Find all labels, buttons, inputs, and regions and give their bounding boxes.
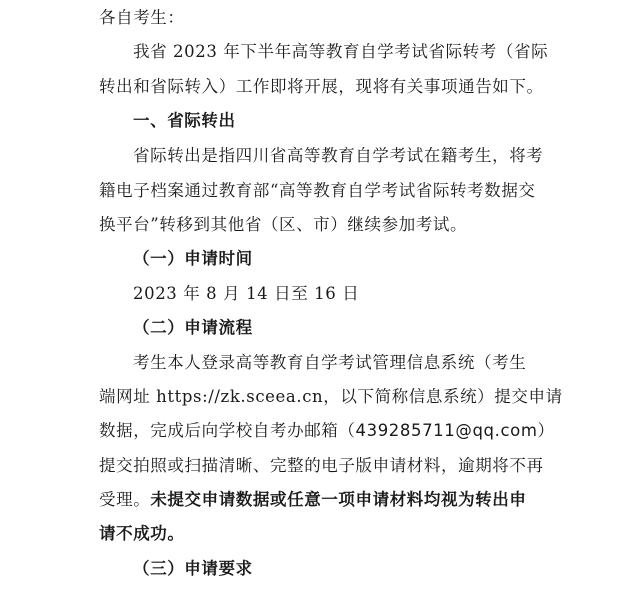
process-line-4: 提交拍照或扫描清晰、完整的电子版申请材料，逾期将不再 — [99, 456, 544, 475]
subheading-application-requirements: （三）申请要求 — [133, 559, 253, 578]
intro-line-2: 转出和省际转入）工作即将开展，现将有关事项通告如下。 — [99, 77, 544, 96]
subheading-application-process: （二）申请流程 — [133, 318, 253, 337]
process-line-3-prefix: 数据，完成后向学校自考办邮箱（ — [99, 421, 356, 440]
process-line-3 — [99, 420, 555, 442]
process-line-5 — [99, 489, 527, 511]
application-time-value: 2023 年 8 月 14 日至 16 日 — [133, 284, 360, 303]
process-line-5-normal: 受理。 — [99, 490, 151, 509]
process-line-2: 端网址 https://zk.sceea.cn，以下简称信息系统）提交申请 — [99, 387, 563, 406]
process-line-3-suffix: ） — [537, 421, 555, 440]
process-warning-part-2: 请不成功。 — [99, 524, 185, 543]
section1-body-line-3: 换平台”转移到其他省（区、市）继续参加考试。 — [99, 215, 468, 234]
email-address: 439285711@qq.com — [355, 421, 538, 440]
intro-line-1: 我省 2023 年下半年高等教育自学考试省际转考（省际 — [133, 42, 549, 61]
section-heading-outbound-transfer: 一、省际转出 — [133, 111, 236, 130]
section1-body-line-1: 省际转出是指四川省高等教育自学考试在籍考生，将考 — [133, 146, 544, 165]
salutation: 各自考生： — [99, 8, 185, 27]
process-line-1: 考生本人登录高等教育自学考试管理信息系统（考生 — [133, 353, 527, 372]
process-warning-part-1: 未提交申请数据或任意一项申请材料均视为转出申 — [150, 490, 527, 509]
subheading-application-time: （一）申请时间 — [133, 249, 253, 268]
section1-body-line-2: 籍电子档案通过教育部“高等教育自学考试省际转考数据交 — [99, 181, 536, 200]
